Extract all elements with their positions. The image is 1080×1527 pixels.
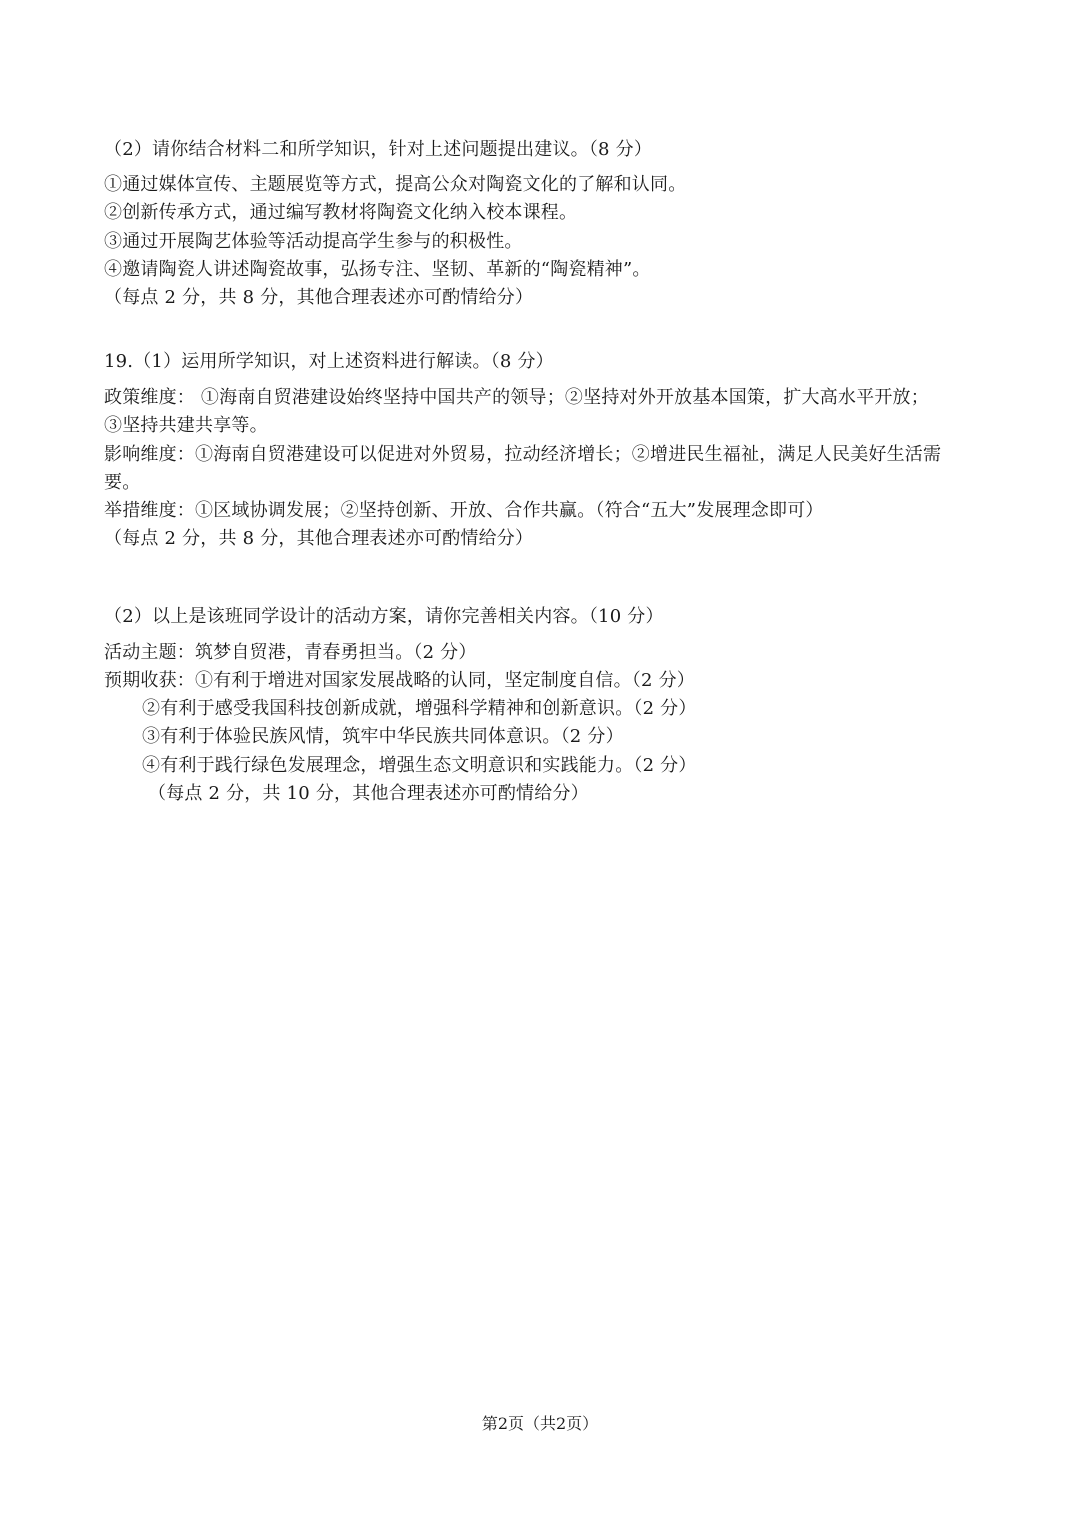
question-18-2: （2）请你结合材料二和所学知识，针对上述问题提出建议。（8 分） [104,139,653,160]
expected-gains-item-3: ③有利于体验民族风情，筑牢中华民族共同体意识。（2 分） [142,726,624,747]
answer-18-2-item-4: ④邀请陶瓷人讲述陶瓷故事，弘扬专注、坚韧、革新的“陶瓷精神”。 [104,259,651,280]
expected-gains-item-2: ②有利于感受我国科技创新成就，增强科学精神和创新意识。（2 分） [142,698,697,719]
activity-theme: 活动主题：筑梦自贸港，青春勇担当。（2 分） [104,642,477,663]
question-19-1: 19.（1）运用所学知识，对上述资料进行解读。（8 分） [104,351,554,372]
policy-dimension-line-2: ③坚持共建共享等。 [104,415,268,436]
impact-dimension-line-1: 影响维度：①海南自贸港建设可以促进对外贸易，拉动经济增长；②增进民生福祉，满足人民美好生活需 [104,444,942,465]
scoring-note-19-2: （每点 2 分，共 10 分，其他合理表述亦可酌情给分） [148,783,589,804]
measures-dimension: 举措维度：①区域协调发展；②坚持创新、开放、合作共赢。（符合“五大”发展理念即可） [104,500,824,521]
scoring-note-18-2: （每点 2 分，共 8 分，其他合理表述亦可酌情给分） [104,287,534,308]
answer-18-2-item-1: ①通过媒体宣传、主题展览等方式，提高公众对陶瓷文化的了解和认同。 [104,174,687,195]
scoring-note-19-1: （每点 2 分，共 8 分，其他合理表述亦可酌情给分） [104,528,534,549]
question-19-2: （2）以上是该班同学设计的活动方案，请你完善相关内容。（10 分） [104,606,664,627]
answer-18-2-item-2: ②创新传承方式，通过编写教材将陶瓷文化纳入校本课程。 [104,202,578,223]
page-footer: 第2页（共2页） [481,1414,599,1433]
answer-18-2-item-3: ③通过开展陶艺体验等活动提高学生参与的积极性。 [104,231,523,252]
impact-dimension-line-2: 要。 [104,472,141,493]
policy-dimension-line-1: 政策维度： ①海南自贸港建设始终坚持中国共产的领导；②坚持对外开放基本国策，扩大高水平开放； [104,387,929,408]
expected-gains-item-1: 预期收获：①有利于增进对国家发展战略的认同，坚定制度自信。（2 分） [104,670,695,691]
expected-gains-item-4: ④有利于践行绿色发展理念，增强生态文明意识和实践能力。（2 分） [142,755,697,776]
